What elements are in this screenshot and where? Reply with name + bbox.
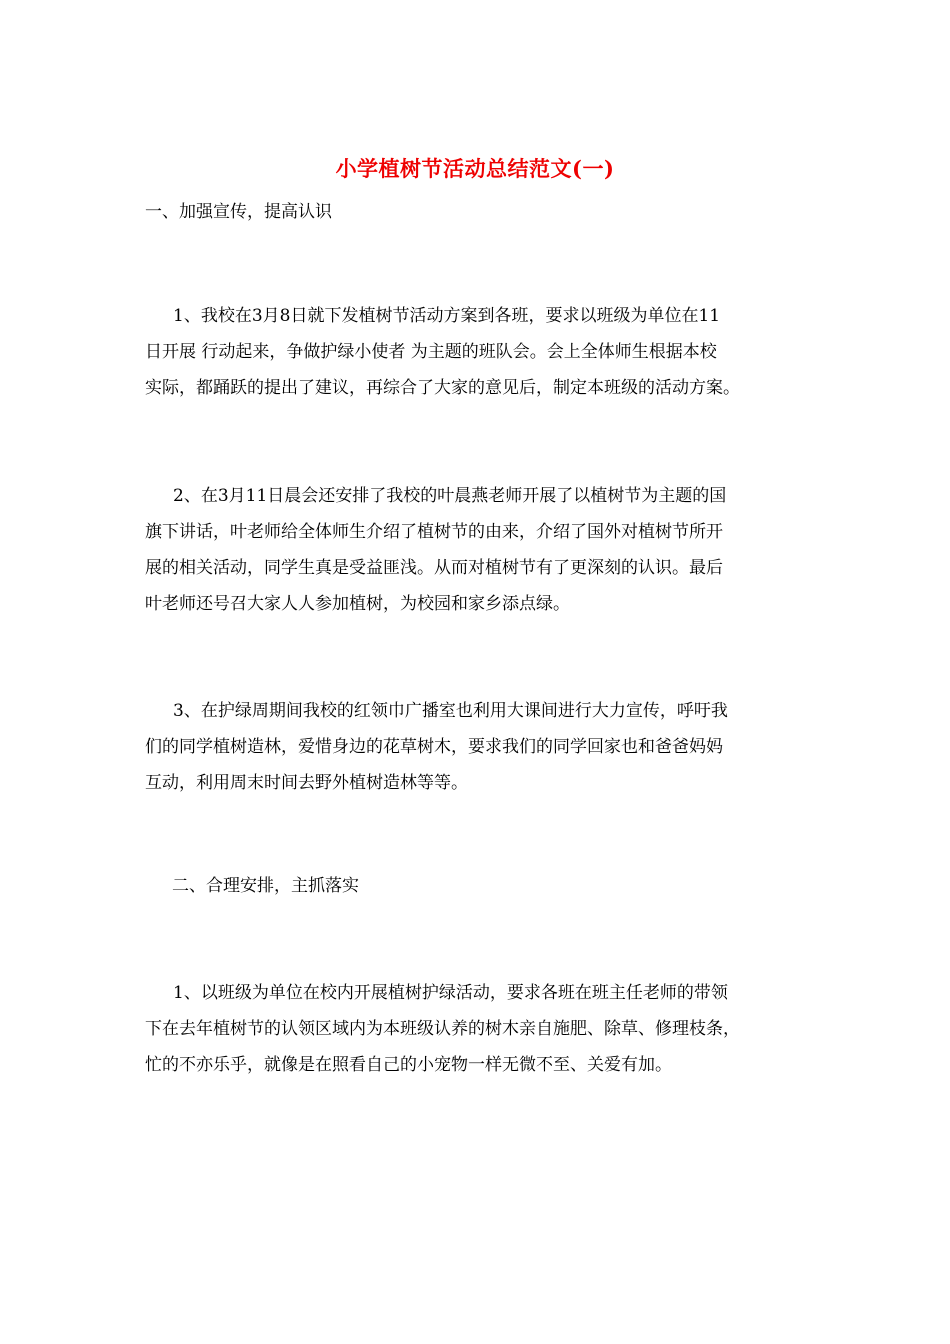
paragraph-line: 1、以班级为单位在校内开展植树护绿活动，要求各班在班主任老师的带领 (173, 983, 728, 1003)
section-heading: 一、加强宣传，提高认识 (145, 202, 332, 222)
paragraph-line: 旗下讲话，叶老师给全体师生介绍了植树节的由来，介绍了国外对植树节所开 (145, 522, 723, 542)
paragraph-line: 叶老师还号召大家人人参加植树，为校园和家乡添点绿。 (145, 594, 570, 614)
section-heading: 二、合理安排，主抓落实 (172, 876, 359, 896)
paragraph-line: 3、在护绿周期间我校的红领巾广播室也利用大课间进行大力宣传，呼吁我 (173, 701, 728, 721)
paragraph (145, 478, 811, 622)
paragraph-line: 日开展 行动起来，争做护绿小使者 为主题的班队会。会上全体师生根据本校 (145, 342, 717, 362)
document-title: 小学植树节活动总结范文(一) (335, 156, 615, 181)
paragraph-line: 2、在3月11日晨会还安排了我校的叶晨燕老师开展了以植树节为主题的国 (173, 486, 727, 506)
paragraph (145, 975, 811, 1083)
paragraph-line: 忙的不亦乐乎，就像是在照看自己的小宠物一样无微不至、关爱有加。 (145, 1055, 672, 1075)
paragraph-line: 们的同学植树造林，爱惜身边的花草树木，要求我们的同学回家也和爸爸妈妈 (145, 737, 723, 757)
paragraph-line: 互动，利用周末时间去野外植树造林等等。 (145, 773, 468, 793)
paragraph (145, 298, 811, 406)
paragraph-line: 展的相关活动，同学生真是受益匪浅。从而对植树节有了更深刻的认识。最后 (145, 558, 723, 578)
paragraph-line: 1、我校在3月8日就下发植树节活动方案到各班，要求以班级为单位在11 (173, 306, 721, 326)
paragraph-line: 实际，都踊跃的提出了建议，再综合了大家的意见后，制定本班级的活动方案。 (145, 378, 740, 398)
paragraph (145, 693, 811, 801)
paragraph-line: 下在去年植树节的认领区域内为本班级认养的树木亲自施肥、除草、修理枝条， (145, 1019, 740, 1039)
